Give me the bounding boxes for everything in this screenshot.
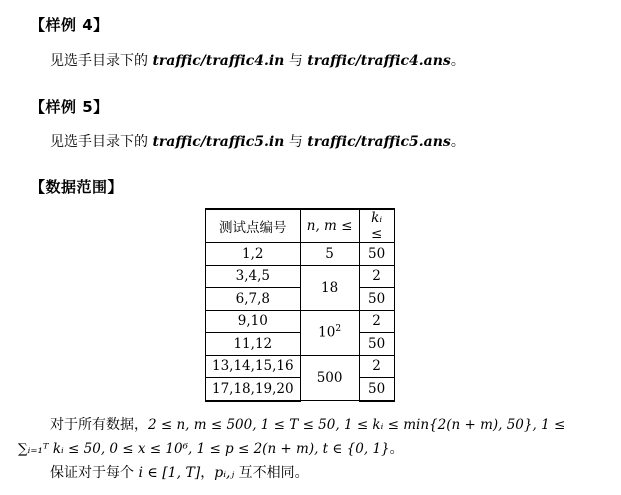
cell-k: 50 — [359, 333, 394, 356]
range-heading: 【数据范围】 — [30, 178, 124, 196]
constraint-line-3-prefix: 保证对于每个 — [50, 465, 134, 481]
cell-id: 9,10 — [206, 310, 301, 333]
cell-k: 2 — [359, 355, 394, 378]
cell-id: 6,7,8 — [206, 288, 301, 311]
sample5-text — [50, 131, 465, 151]
cell-k: 2 — [359, 265, 394, 288]
sample5-file-ans: traffic/traffic5.ans — [307, 134, 451, 150]
sample4-file-ans: traffic/traffic4.ans — [307, 53, 451, 69]
sample5-heading: 【样例 5】 — [30, 98, 109, 116]
cell-nm: 5 — [300, 243, 359, 266]
header-k: kᵢ ≤ — [359, 209, 394, 243]
header-test-id: 测试点编号 — [206, 209, 301, 243]
table-row — [206, 243, 395, 266]
constraint-line-1 — [50, 414, 565, 434]
sample4-mid: 与 — [288, 53, 303, 69]
cell-k: 50 — [359, 288, 394, 311]
cell-nm-base: 10 — [318, 324, 336, 341]
constraint-line-2-math: ∑ᵢ₌₁ᵀ kᵢ ≤ 50, 0 ≤ x ≤ 10⁶, 1 ≤ p ≤ 2(n + m), t ∈ {0, 1} — [18, 441, 390, 457]
table-row — [206, 288, 395, 311]
cell-nm-exp: 2 — [335, 324, 342, 335]
cell-nm — [300, 310, 359, 355]
table-row — [206, 310, 395, 333]
cell-k: 50 — [359, 243, 394, 266]
constraint-line-3-math2: pᵢ,ⱼ — [214, 465, 235, 481]
sample5-file-in: traffic/traffic5.in — [152, 134, 285, 150]
table-row — [206, 333, 395, 356]
sample4-text — [50, 50, 465, 70]
constraint-line-3-sep: ， — [200, 465, 215, 481]
sample4-file-in: traffic/traffic4.in — [152, 53, 285, 69]
sample5-prefix: 见选手目录下的 — [50, 134, 148, 150]
table-header-row — [206, 209, 395, 243]
table-row — [206, 378, 395, 401]
constraint-line-2 — [18, 438, 404, 458]
constraint-line-1-prefix: 对于所有数据， — [50, 417, 148, 433]
cell-id: 3,4,5 — [206, 265, 301, 288]
range-table — [205, 208, 395, 402]
constraint-line-3-math1: i ∈ [1, T] — [138, 465, 201, 481]
table-row — [206, 355, 395, 378]
constraint-line-3 — [50, 462, 309, 482]
sample5-mid: 与 — [288, 134, 303, 150]
cell-id: 17,18,19,20 — [206, 378, 301, 401]
constraint-line-1-math: 2 ≤ n, m ≤ 500, 1 ≤ T ≤ 50, 1 ≤ kᵢ ≤ min{2(n + m), 50}, 1 ≤ — [148, 417, 566, 433]
header-nm: n, m ≤ — [300, 209, 359, 243]
cell-id: 11,12 — [206, 333, 301, 356]
constraint-line-2-suffix: 。 — [389, 441, 404, 457]
cell-k: 2 — [359, 310, 394, 333]
sample5-suffix: 。 — [450, 134, 465, 150]
cell-id: 1,2 — [206, 243, 301, 266]
cell-k: 50 — [359, 378, 394, 401]
cell-id: 13,14,15,16 — [206, 355, 301, 378]
cell-nm: 500 — [300, 355, 359, 401]
constraint-line-3-suffix: 互不相同。 — [238, 465, 309, 481]
cell-nm: 18 — [300, 265, 359, 310]
table-row — [206, 265, 395, 288]
sample4-prefix: 见选手目录下的 — [50, 53, 148, 69]
sample4-suffix: 。 — [450, 53, 465, 69]
sample4-heading: 【样例 4】 — [30, 16, 109, 34]
